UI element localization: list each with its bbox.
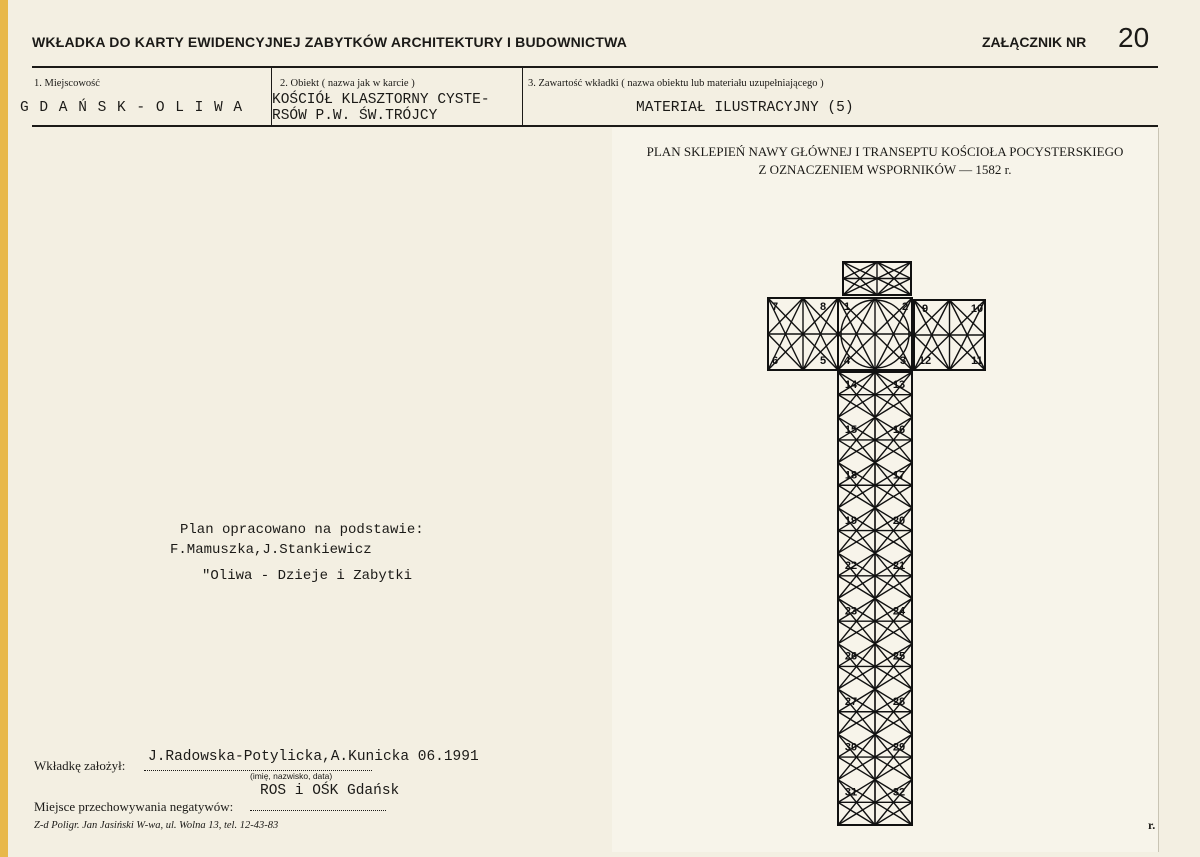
bracket-number: 7: [771, 301, 779, 313]
bracket-number: 19: [844, 514, 858, 527]
bracket-number: 4: [843, 355, 851, 367]
vault-plan-plate: [612, 128, 1159, 852]
plate-caption-line1: PLAN SKLEPIEŃ NAWY GŁÓWNEJ I TRANSEPTU KOŚCIOŁA POCYSTERSKIEGO: [646, 144, 1124, 159]
scan-edge: [0, 0, 8, 857]
object-value: [272, 92, 490, 124]
bracket-number: 9: [921, 303, 929, 315]
plate-caption-line2: Z OZNACZENIEM WSPORNIKÓW — 1582 r.: [758, 162, 1012, 177]
bracket-number: 5: [819, 355, 827, 367]
object-value-line2: RSÓW P.W. ŚW.TRÓJCY: [272, 108, 438, 124]
bracket-number: 22: [844, 560, 858, 573]
bracket-number: 10: [970, 303, 984, 315]
bracket-number: 12: [918, 355, 932, 367]
attachment-label: ZAŁĄCZNIK NR: [982, 34, 1087, 50]
form-title: WKŁADKA DO KARTY EWIDENCYJNEJ ZABYTKÓW ARCHITEKTURY I BUDOWNICTWA: [32, 34, 628, 50]
bracket-number: 26: [844, 650, 858, 663]
bracket-number: 27: [844, 695, 858, 708]
source-note: [170, 520, 424, 586]
founder-value: J.Radowska-Potylicka,A.Kunicka 06.1991: [148, 749, 479, 765]
storage-label: Miejsce przechowywania negatywów:: [34, 799, 234, 814]
founder-hint: (imię, nazwisko, data): [250, 771, 333, 781]
bracket-number: 11: [971, 355, 983, 367]
divider: [522, 68, 523, 125]
bracket-number: 1: [843, 301, 851, 313]
bracket-number: 2: [901, 301, 909, 313]
bracket-number: 25: [892, 650, 906, 663]
bracket-number: 14: [844, 378, 858, 391]
object-label: 2. Obiekt ( nazwa jak w karcie ): [280, 78, 415, 89]
storage-value: ROS i OŚK Gdańsk: [260, 783, 400, 799]
storage-dots: [250, 810, 386, 811]
corner-mark: r.: [1148, 818, 1156, 832]
bracket-number: 18: [844, 469, 858, 482]
bracket-number: 24: [892, 605, 906, 618]
bracket-number: 16: [892, 424, 906, 437]
content-value: MATERIAŁ ILUSTRACYJNY (5): [636, 100, 854, 116]
bracket-number: 13: [892, 378, 906, 391]
bracket-number: 21: [892, 560, 906, 573]
bracket-number: 8: [819, 301, 827, 313]
printer-imprint: Z-d Poligr. Jan Jasiński W-wa, ul. Wolna 13, tel. 12-43-83: [34, 820, 279, 831]
locality-label: 1. Miejscowość: [34, 78, 100, 89]
bottom-rule: [32, 125, 1158, 127]
attachment-number: 20: [1118, 22, 1150, 53]
source-note-line1: Plan opracowano na podstawie:: [180, 522, 424, 538]
bracket-number: 3: [899, 355, 907, 367]
bracket-number: 6: [771, 355, 779, 367]
top-rule: [32, 66, 1158, 68]
bracket-number: 32: [892, 786, 906, 799]
bracket-number: 17: [892, 469, 906, 482]
bracket-number: 30: [844, 741, 858, 754]
bracket-number: 15: [844, 424, 858, 437]
bracket-number: 20: [892, 514, 906, 527]
vault-plan-drawing: [612, 128, 1158, 852]
source-note-line3: "Oliwa - Dzieje i Zabytki: [202, 568, 413, 584]
source-note-line2: F.Mamuszka,J.Stankiewicz: [170, 542, 372, 558]
bracket-number: 29: [892, 741, 906, 754]
bracket-number: 31: [844, 786, 858, 799]
locality-value: G D A Ń S K - O L I W A: [20, 100, 244, 116]
object-value-line1: KOŚCIÓŁ KLASZTORNY CYSTE-: [272, 92, 490, 108]
content-label: 3. Zawartość wkładki ( nazwa obiektu lub materiału uzupełniającego ): [528, 78, 824, 89]
founder-label: Wkładkę założył:: [34, 758, 126, 773]
bracket-number: 28: [892, 695, 906, 708]
bracket-number: 23: [844, 605, 858, 618]
